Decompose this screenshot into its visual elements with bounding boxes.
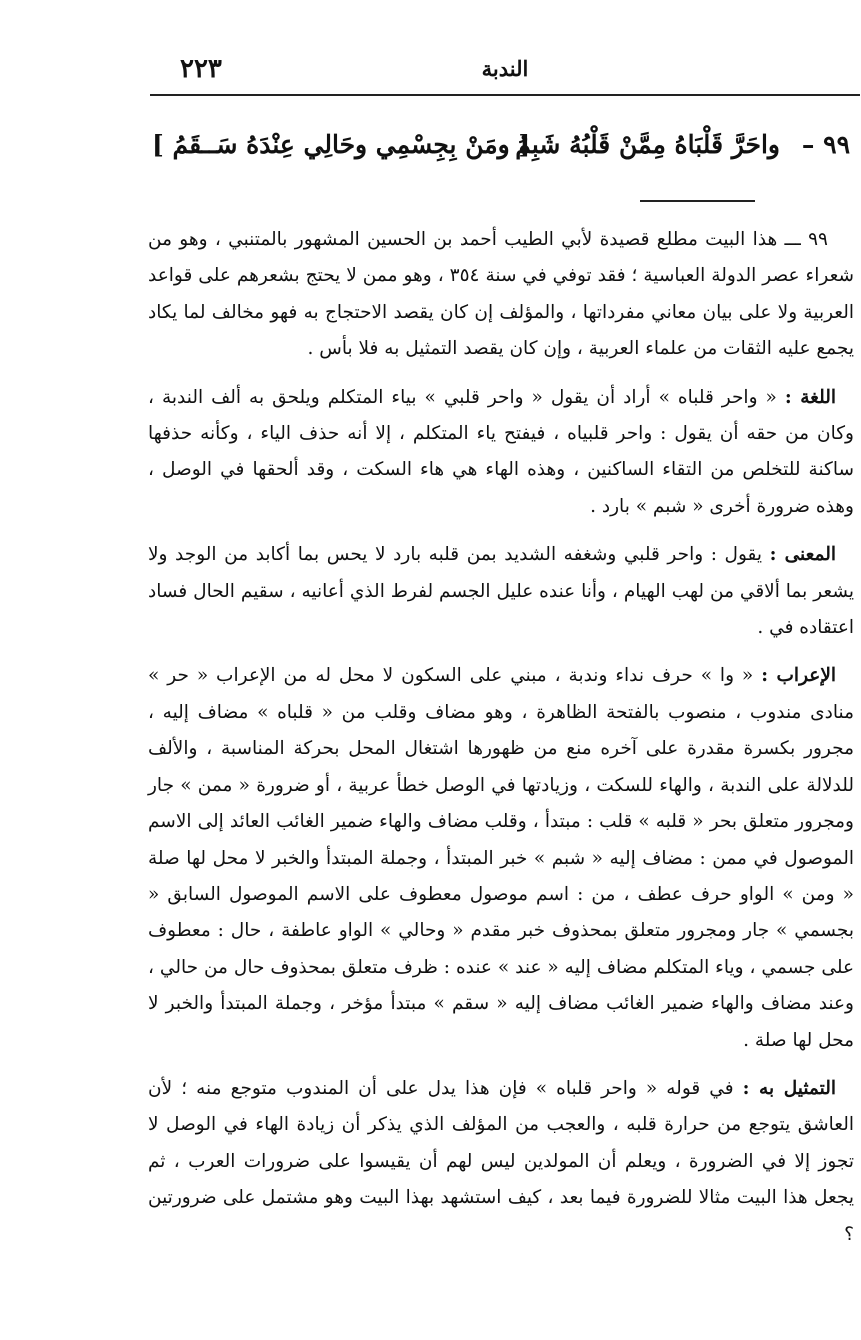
verse-second-hemistich: [ ومَنْ بِجِسْمِي وحَالِي عِنْدَهُ سَــقَمُ ] xyxy=(152,130,531,159)
footnote-separator xyxy=(640,200,755,202)
tamthil-label: التمثيل به : xyxy=(742,1077,836,1099)
commentary-tamthil xyxy=(148,1071,854,1253)
page-number: ٢٢٣ xyxy=(180,54,222,84)
lugha-label: اللغة : xyxy=(784,386,837,408)
commentary xyxy=(148,222,854,1265)
intro-text: ٩٩ ـــ هذا البيت مطلع قصيدة لأبي الطيب أحمد بن الحسين المشهور بالمتنبي ، وهو من شعراء عصر الدولة العباسية ؛ فقد توفي في سنة ٣٥٤ ، وهو ممن لا يحتج بشعرهم على قواعد العربية ولا على بيان معاني مفرداتها ، والمؤلف إن كان يقصد الاحتجاج به فهو مخالف لما يكاد يجمع عليه الثقات من علماء العربية ، وإن كان يقصد التمثيل به فلا بأس . xyxy=(148,229,854,360)
verse-number: ٩٩ – xyxy=(801,130,850,159)
verse-first-hemistich: واحَرَّ قَلْبَاهُ مِمَّنْ قَلْبُهُ شَبِمُ xyxy=(515,130,780,159)
maana-label: المعنى : xyxy=(769,544,836,566)
maana-text: يقول : واحر قلبي وشغفه الشديد بمن قلبه بارد لا يحس بما أكابد من الوجد ولا يشعر بما ألاقي من لهب الهيام ، وأنا عنده عليل الجسم لفرط الذي أعانيه ، سقيم الحال فساد اعتقاده في . xyxy=(148,544,854,639)
commentary-intro xyxy=(148,222,854,368)
tamthil-text: في قوله « واحر قلباه » فإن هذا يدل على أن المندوب متوجع منه ؛ لأن العاشق يتوجع من حرارة قلبه ، والعجب من المؤلف الذي يذكر أن زيادة الهاء في الوصل لا تجوز إلا في الضرورة ، ويعلم أن المولدين ليس لهم أن يقيسوا على ضرورات العرب ، ثم يجعل هذا البيت مثالا للضرورة فيما بعد ، كيف استشهد بهذا البيت وهو مشتمل على ضرورتين ؟ xyxy=(148,1077,854,1245)
lugha-text: « واحر قلباه » أراد أن يقول « واحر قلبي » بياء المتكلم ويلحق به ألف الندبة ، وكان من حقه أن يقول : واحر قلبياه ، فيفتح ياء المتكلم ، إلا أنه حذف الياء ، وكأنه حذفها ساكنة للتخلص من التقاء الساكنين ، وهذه الهاء هي هاء السكت ، وقد ألحقها في الوصل ، وهذه ضرورة أخرى « شبم » بارد . xyxy=(148,386,854,517)
irab-label: الإعراب : xyxy=(761,665,837,687)
commentary-irab xyxy=(148,658,854,1058)
chapter-title: الندبة xyxy=(481,56,529,81)
poetry-verse xyxy=(150,124,850,170)
header-rule xyxy=(150,94,860,96)
page-header xyxy=(150,52,860,92)
commentary-lugha xyxy=(148,380,854,526)
commentary-maana xyxy=(148,537,854,646)
irab-text: « وا » حرف نداء وندبة ، مبني على السكون لا محل له من الإعراب « حر » منادى مندوب ، منصوب بالفتحة الظاهرة ، وهو مضاف وقلب من « قلباه » مضاف إليه ، مجرور بكسرة مقدرة على آخره منع من ظهورها اشتغال المحل بحركة المناسبة ، والألف للدلالة على الندبة ، والهاء للسكت ، وزيادتها في الوصل خطأ عربية ، أو ضرورة « ممن » جار ومجرور متعلق بحر « قلبه » قلب : مبتدأ ، وقلب مضاف والهاء ضمير الغائب العائد إلى الاسم الموصول في ممن : مضاف إليه « شبم » خبر المبتدأ ، وجملة المبتدأ والخبر لا محل لها صلة « ومن » الواو حرف عطف ، من : اسم موصول معطوف على الاسم الموصول السابق « بجسمي » جار ومجرور متعلق بمحذوف خبر مقدم « وحالي » الواو عاطفة ، حال : معطوف على جسمي ، وياء المتكلم مضاف إليه « عند » عنده : ظرف متعلق بمحذوف حال من حالي ، وعند مضاف والهاء ضمير الغائب مضاف إليه « سقم » مبتدأ مؤخر ، وجملة المبتدأ والخبر لا محل لها صلة . xyxy=(148,665,854,1051)
